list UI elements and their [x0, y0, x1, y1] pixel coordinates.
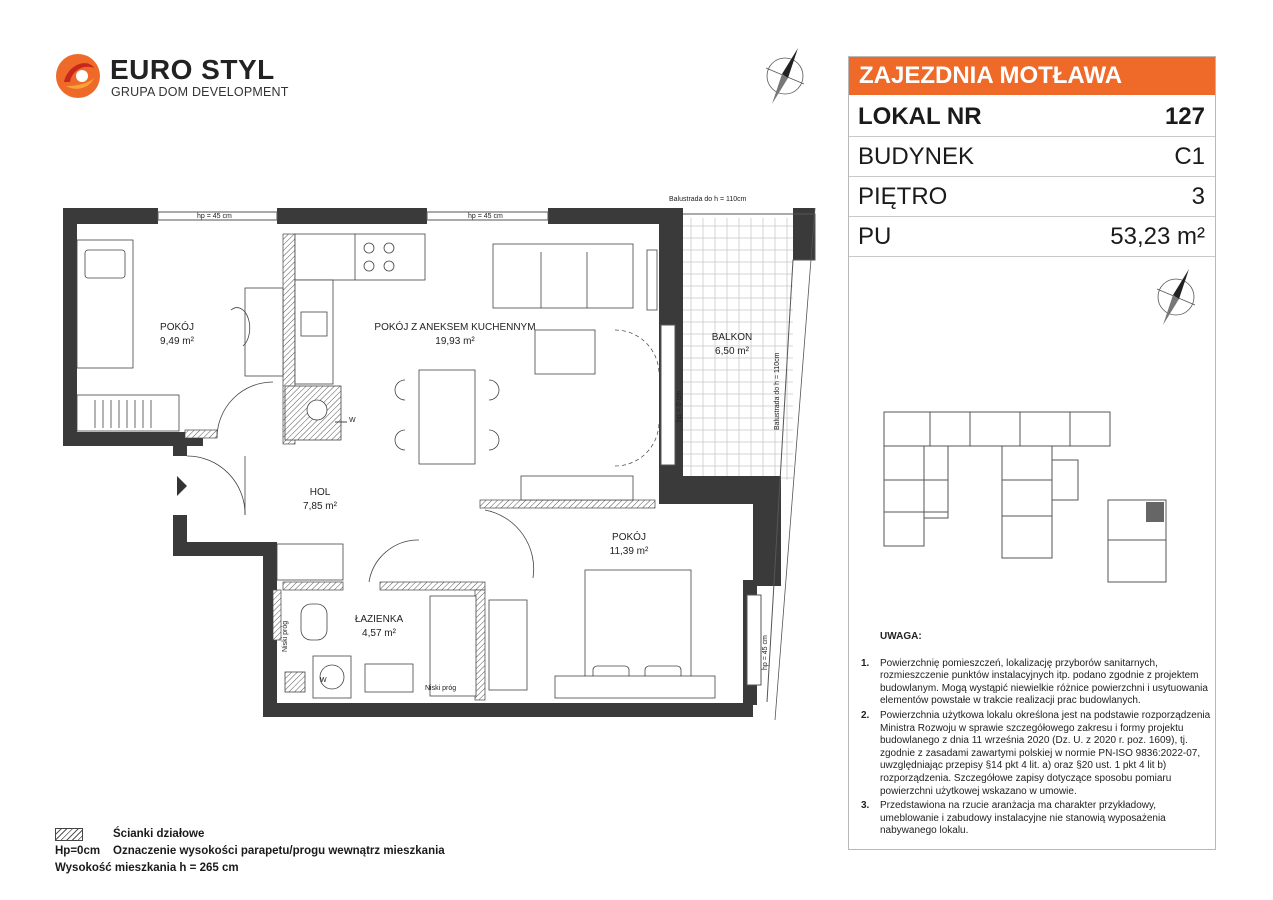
legend-hp-desc: Oznaczenie wysokości parapetu/progu wewnątrz mieszkania — [113, 845, 445, 857]
room-2-area: 19,93 m² — [435, 336, 475, 347]
notes — [855, 631, 1211, 840]
legend-partition-label: Ścianki działowe — [113, 828, 205, 840]
project-name: ZAJEZDNIA MOTŁAWA — [849, 57, 1215, 95]
building-key-plan — [870, 400, 1180, 590]
niski-prog-label-a: Niski próg — [282, 620, 289, 652]
legend — [55, 826, 445, 877]
legend-hp-code: Hp=0cm — [55, 845, 101, 857]
notes-title: UWAGA: — [880, 631, 922, 642]
info-label: LOKAL NR — [858, 103, 982, 130]
north-arrow-icon — [1153, 267, 1199, 327]
room-3-area: 6,50 m² — [715, 346, 749, 357]
info-row-budynek — [849, 137, 1215, 177]
info-label: BUDYNEK — [858, 143, 975, 170]
info-row-pu — [849, 217, 1215, 257]
info-value: 3 — [1191, 183, 1205, 210]
note-item: 1. Powierzchnię pomieszczeń, lokalizację przyborów sanitarnych, rozmieszczenie punktów instalacyjnych itp. podano zgodnie z projektem budowlanym. Mogą wystąpić niewielkie różnice powierzchni i usytuowania elementów powstałe w trakcie realizacji prac budowlanych. — [861, 657, 1208, 707]
w-label: W — [349, 417, 356, 424]
room-6-area: 11,39 m² — [609, 546, 649, 557]
hp45-label-b: hp = 45 cm — [468, 213, 503, 220]
highlighted-unit — [1146, 502, 1164, 522]
room-5-area: 4,57 m² — [362, 628, 396, 639]
legend-height: Wysokość mieszkania h = 265 cm — [55, 862, 239, 874]
brand-subtitle: GRUPA DOM DEVELOPMENT — [111, 85, 289, 99]
info-value: 53,23 m² — [1110, 223, 1205, 250]
eurostyl-logo-icon — [54, 52, 102, 100]
info-row-pietro — [849, 177, 1215, 217]
w-label-2: W — [320, 677, 327, 684]
room-5-name: ŁAZIENKA — [354, 614, 404, 625]
north-arrow-icon — [762, 46, 808, 106]
hp45-label-a: hp = 45 cm — [197, 213, 232, 220]
legend-row-hp — [55, 843, 445, 860]
room-4-name: HOL — [309, 487, 331, 498]
hp0-label: hp = 0 cm — [676, 391, 683, 422]
room-1-name: POKÓJ — [160, 322, 194, 333]
room-2-name: POKÓJ Z ANEKSEM KUCHENNYM — [374, 322, 536, 333]
floor-plan — [55, 190, 845, 730]
room-4-area: 7,85 m² — [303, 501, 337, 512]
legend-row-height — [55, 860, 445, 877]
info-label: PU — [858, 223, 892, 250]
balustrade-top-label: Balustrada do h = 110cm — [669, 196, 747, 203]
balustrade-side-label: Balustrada do h = 110cm — [774, 352, 781, 430]
info-value: C1 — [1174, 143, 1205, 170]
hp45-label-c: hp = 45 cm — [762, 635, 769, 670]
info-value: 127 — [1164, 103, 1205, 130]
room-6-name: POKÓJ — [612, 532, 646, 543]
note-item: 2. Powierzchnia użytkowa lokalu określona jest na podstawie rozporządzenia Ministra Rozwoju w sprawie szczegółowego zakresu i formy projektu budowlanego z dnia 11 września 2020 (Dz. U. z 2020 r. poz. 1609), tj. zgodnie z zasadami zawartymi polskiej w normie PN-ISO 9836:2022-07, uwzględniając przepisy §14 pkt 4 lit. a) oraz §20 ust. 1 pkt 4 lit b) rozporządzenia. Szczegółowe zapisy dotyczące sposobu pomiaru powierzchni użytkowej wskazano w umowie. — [861, 709, 1211, 797]
niski-prog-label-b: Niski próg — [425, 685, 457, 692]
info-label: PIĘTRO — [858, 183, 948, 210]
hatch-swatch-icon — [55, 828, 83, 841]
brand-name: EURO STYL — [110, 54, 275, 85]
note-item: 3. Przedstawiona na rzucie aranżacja ma charakter przykładowy, umeblowanie i zabudowy instalacyjne nie stanowią wyposażenia nabywanego lokalu. — [861, 800, 1166, 837]
room-3-name: BALKON — [711, 332, 753, 343]
info-row-lokal — [849, 97, 1215, 137]
legend-row-partition — [55, 826, 445, 843]
room-1-area: 9,49 m² — [160, 336, 194, 347]
